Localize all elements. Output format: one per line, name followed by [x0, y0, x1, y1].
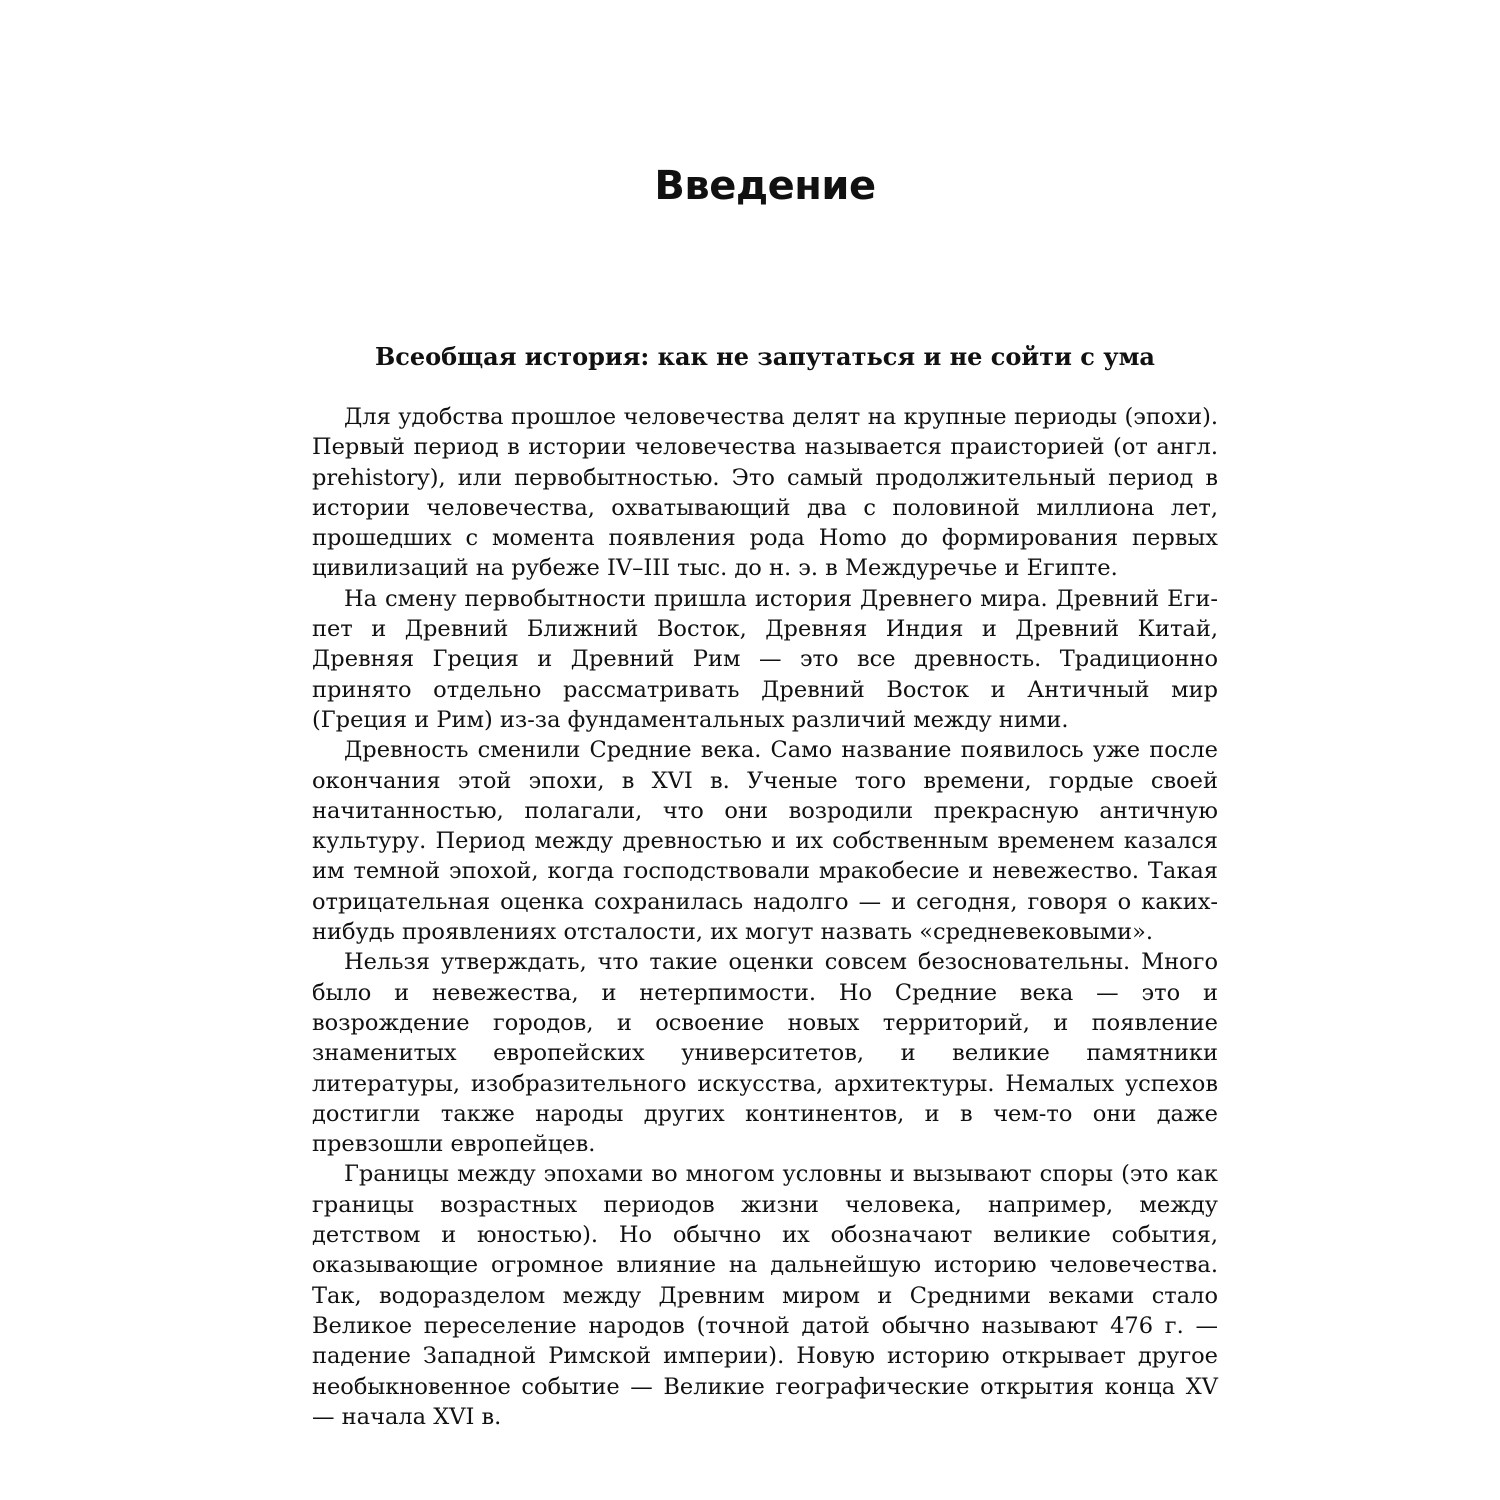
paragraph: Древность сменили Средние века. Само название появилось уже после окончания этой эпохи, в XVI в. Ученые того времени, гордые своей начитанностью, полагали, что они возродили прекрасную античную культуру. Период между древностью и их собственным временем казался им темной эпохой, когда господствовали мракобесие и невежество. Такая отрицательная оценка сохранилась надолго — и сегодня, говоря о каких-нибудь проявлениях отсталости, их могут назвать «средневековыми». [312, 737, 1218, 946]
chapter-title: Введение [654, 163, 876, 209]
paragraph: На смену первобытности пришла история Древнего мира. Древний Египет и Древний Ближний Восток, Древняя Индия и Древний Китай, Древняя Греция и Древний Рим — это все древность. Традиционно принято отдельно рассматривать Древний Восток и Античный мир (Греция и Рим) из-за фундаментальных различий между ними. [312, 585, 1218, 733]
paragraph: Нельзя утверждать, что такие оценки совсем безосновательны. Много было и невежества, и нетерпимости. Но Средние века — это и возрождение городов, и освоение новых территорий, и появление знаменитых европейских университетов, и великие памятники литературы, изобразительного искусства, архитектуры. Немалых успехов достигли также народы других континентов, и в чем-то они даже превзошли европейцев. [312, 949, 1218, 1158]
body-text [312, 402, 1218, 1432]
paragraph: Границы между эпохами во многом условны и вызывают споры (это как границы возрастных периодов жизни человека, например, между детством и юностью). Но обычно их обозначают великие события, оказывающие огромное влияние на дальнейшую историю человечества. Так, водоразделом между Древним миром и Средними веками стало Великое переселение народов (точной датой обычно называют 476 г. — падение Западной Римской империи). Новую историю открывает другое необыкновенное событие — Великие географические открытия конца XV — начала XVI в. [312, 1161, 1218, 1430]
paragraph: Для удобства прошлое человечества делят на крупные периоды (эпохи). Первый период в истории человечества называется праисторией (от англ. prehistory), или первобытностью. Это самый продолжительный период в истории человечества, охватывающий два с половиной миллиона лет, прошедших с момента появления рода Homo до формирования первых цивилизаций на рубеже IV–III тыс. до н. э. в Междуречье и Египте. [312, 404, 1218, 582]
section-title: Всеобщая история: как не запутаться и не сойти с ума [375, 342, 1155, 371]
